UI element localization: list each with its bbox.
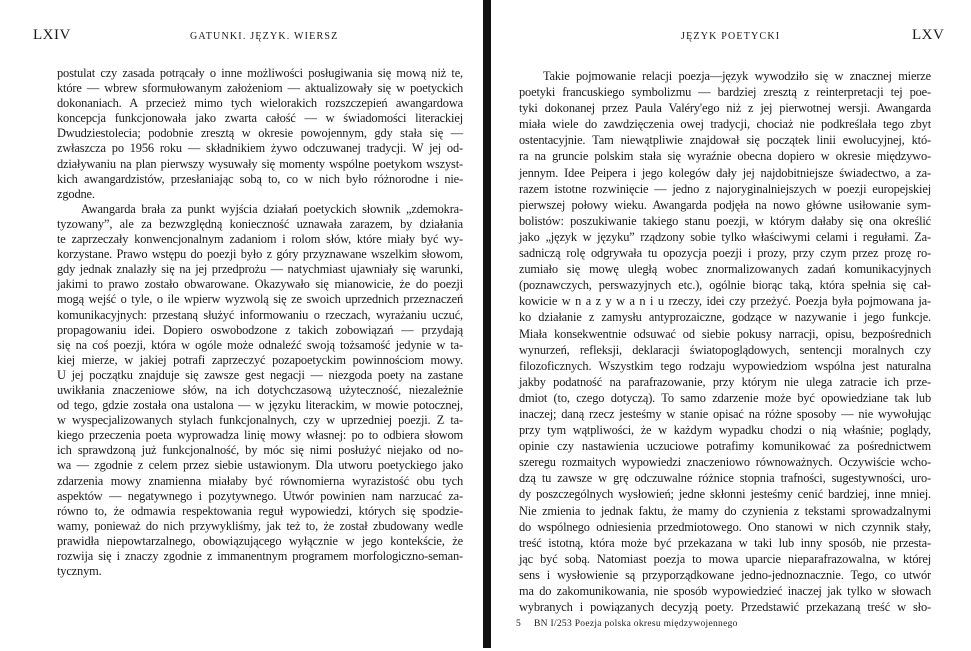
text-line: gdy jednak znalazły się na jej przedprożu — natychmiast ujawniały się warunki, [57,262,463,277]
text-line: koncepcja funkcjonowała jako zwarta całość — w świadomości literackiej [57,111,463,126]
running-head: GATUNKI. JĘZYK. WIERSZ [190,31,339,42]
text-line: które — wbrew sformułowanym założeniom — aktualizowały się w poetyckich [57,81,463,96]
text-line: w wyspecjalizowanych stylach funkcjonalnych, czy w uprzedniej poezji. Z ta- [57,413,463,428]
text-line: do wspólnego odniesienia przedmiotowego. Ono stanowi w nich czynnik stały, [519,519,931,534]
text-line: ich sprawdzoną już funkcjonalność, by móc się nimi posłużyć niejako od no- [57,443,463,458]
text-line: jennym. Idee Peipera i jego kolegów dały jej najdobitniejsze świadectwo, a za- [519,165,931,180]
text-line: jako „język w języku” rządzony sobie tylko właściwymi celami i regułami. Za- [519,229,931,244]
text-line: zdarzenia mowy znamienna miałaby być równomierna wyrazistość obu tych [57,473,463,488]
text-line: U jej początku znajduje się zawsze gest negacji — niezgoda poety na zastane [57,367,463,382]
text-line: kiego przeczenia poeta wyprowadza linię mowy własnej: po to odbiera słowom [57,428,463,443]
running-head: JĘZYK POETYCKI [681,31,781,42]
text-line: te zaprzeczały konwencjonalnym zadaniom i rolom słów, które miały być wy- [57,232,463,247]
text-line: działywaniu na plan pierwszy wysuwały się momenty wspólne poetykom wszyst- [57,156,463,171]
text-line: inaczej; daną rzecz jesteśmy w stanie opisać na różne sposoby — nie wywołując [519,406,931,421]
page-number: LXIV [33,27,71,43]
text-line: wybranych i powiązanych decyzją poety. Przedstawić przekazaną treść w sło- [519,600,931,615]
text-line: poetyki francuskiego symbolizmu — bardziej zresztą z reinterpretacji tej poe- [519,85,931,100]
text-line: się na coś poezji, która w ogóle może odnaleźć swoją tożsamość jedynie w ta- [57,337,463,352]
left-page [0,0,483,651]
text-line: wamy, ponieważ do nich przywykliśmy, jak też to, że został zbudowany wedle [57,518,463,533]
text-line: wynurzeń, refleksji, deklaracji światopoglądowych, sentencji moralnych czy [519,342,931,357]
text-line: Nie zmienia to jednak faktu, że mamy do czynienia z tekstami sprowadzalnymi [519,503,931,518]
text-line: jąc być sobą. Natomiast poezja to mowa uparcie nieparafrazowalna, w której [519,551,931,566]
text-line: kich awangardzistów, przesłaniając sobą to, co w nich było różnorodne i nie- [57,171,463,186]
text-line: pierwszej połowy wieku. Awangarda podjęła na nowo główne usiłowanie sym- [519,197,931,212]
text-line: aspektów — negatywnego i pozytywnego. Utwór powinien nam narzucać za- [57,488,463,503]
text-line: bolistów: poszukiwanie takiego stanu poezji, w którym dałaby się ona określić [519,213,931,228]
text-line: tycznym. [57,564,102,579]
text-line: propagowaniu idei. Dopiero oswobodzone z takich zobowiązań — przydają [57,322,463,337]
text-line: filozoficznych. Wszystkim tego rodzaju wypowiedziom wspólna jest naturalna [519,358,931,373]
text-line: Miała konsekwentnie odsuwać od siebie pokusy narracji, opisu, bezpośrednich [519,326,931,341]
text-line: Takie pojmowanie relacji poezja—język wywodziło się w znacznej mierze [543,69,931,83]
text-line: tyki dokonanej przez Paula Valéry'ego niż z jej pierwotnej wersji. Awangarda [519,101,931,116]
text-line: kowicie w n a z y w a n i u rzeczy, idei czy przeżyć. Poezja była pojmowana ja- [519,294,931,309]
text-line: komunikacyjnych: przestaną służyć informowaniu o rzeczach, wyrażaniu uczuć, [57,307,463,322]
text-line: ostentacyjnie. Tam niewątpliwie znajdował się początek linii ewolucyjnej, któ- [519,133,931,148]
text-line: rozwija się i znaczy zgodnie z immanentnym programem morfologiczno-seman- [57,549,463,563]
body-text [519,68,931,615]
text-line: przy tym wątpliwości, że w każdym wypadku chodzi o nią właśnie; poglądy, [519,423,931,438]
right-page [490,0,971,651]
text-line: korzystane. Prawo wstępu do poezji było z góry przyznawane wszelkim słowom, [57,247,463,262]
text-line: dzą tu zawsze w grę odczuwalne różnice stopnia trafności, sugestywności, uro- [519,471,931,486]
text-line: dy poszczególnych wysłowień; jedne skłonni jesteśmy cenić bardziej, inne mniej. [519,487,931,502]
text-line: jakby podatność na parafrazowanie, przy którym nie ulega zatracie ich prze- [519,374,931,389]
text-line: tyzowany”, ale za bezwzględną konieczność uznawała zarazem, by działania [57,216,463,231]
text-line: jakimi to prawo zostało obwarowane. Okazywało się mianowicie, że do poezji [57,277,463,292]
footer-signature: 5 [516,619,522,629]
text-line: Awangarda brała za punkt wyjścia działań poetyckich słownik „zdemokra- [81,201,463,216]
text-line: prawidła niepowtarzalnego, obowiązującego wyłącznie w jego kontekście, że [57,533,463,548]
text-line: wa — zgodnie z celem przez siebie ustawionym. Dla utworu poetyckiego jako [57,458,463,473]
footer-text: BN I/253 Poezja polska okresu międzywojennego [534,619,738,629]
body-text [57,66,463,579]
text-line: równo to, że odmawia respektowania reguł wypowiedzi, których się spodzie- [57,503,463,518]
text-line: uwikłania znaczeniowe słów, na ich dotychczasową użyteczność, niezależnie [57,382,463,397]
text-line: ko działanie z zamysłu antyprozaiczne, godzące w nazywanie i jego funkcje. [519,310,931,325]
text-line: sens i wysłowienie są przyporządkowane jedno-jednoznacznie. Tego, co utwór [519,567,931,582]
text-line: szeregu rozmaitych wypowiedzi znaczeniowo równoważnych. Oczywiście wcho- [519,455,931,470]
text-line: kiej mierze, w jakiej potrafi zaprzeczyć pozapoetyckim powinnościom mowy. [57,352,463,367]
text-line: postulat czy zasada potrącały o inne możliwości posługiwania się mową niż te, [57,66,463,80]
text-line: zgodne. [57,186,95,201]
text-line: zwłaszcza po 1956 roku — składnikiem żywo odczuwanej tradycji. W jej od- [57,141,463,156]
text-line: ra na gruncie polskim stała się wyraźnie obecna dopiero w okresie międzywo- [519,149,931,164]
text-line: dmiot (to, czego dotyczą). To samo zdarzenie może być opowiedziane tak lub [519,390,931,405]
text-line: treść istotną, która może być przekazana w taki lub inny sposób, nie przesta- [519,535,931,550]
page-number: LXV [912,27,945,43]
text-line: zumiało się mowę uległą wobec znormalizowanych zadań komunikacyjnych [519,262,931,277]
text-line: dokonaniach. A przecież mimo tych wielorakich rozszczepień awangardowa [57,96,463,111]
text-line: sadniczą rolę odgrywała tu opozycja poezji i prozy, przy czym przez prozę ro- [519,246,931,261]
text-line: miała wiele do zawdzięczenia owej tradycji, chociaż nie podkreślała tego zbyt [519,117,931,132]
text-line: razem istotne rozwinięcie — jedno z najoryginalniejszych w poezji europejskiej [519,181,931,196]
text-line: Dwudziestolecia; podobnie zresztą w okresie powojennym, gdy stała się — [57,126,463,141]
text-line: od tego, gdzie została ona ustalona — w języku literackim, w mowie potocznej, [57,398,463,413]
text-line: (poznawczych, perswazyjnych etc.), ogólnie biorąc taką, która spełnia się cał- [519,278,931,293]
text-line: ma do zakomunikowania, nie sposób wypowiedzieć inaczej jak tylko w słowach [519,584,931,598]
text-line: mogą wejść o tyle, o ile wpierw wyzwolą się ze swoich uprzednich przeznaczeń [57,292,463,307]
text-line: opinie czy nastawienia uczuciowe potrafimy komunikować za pośrednictwem [519,439,931,454]
